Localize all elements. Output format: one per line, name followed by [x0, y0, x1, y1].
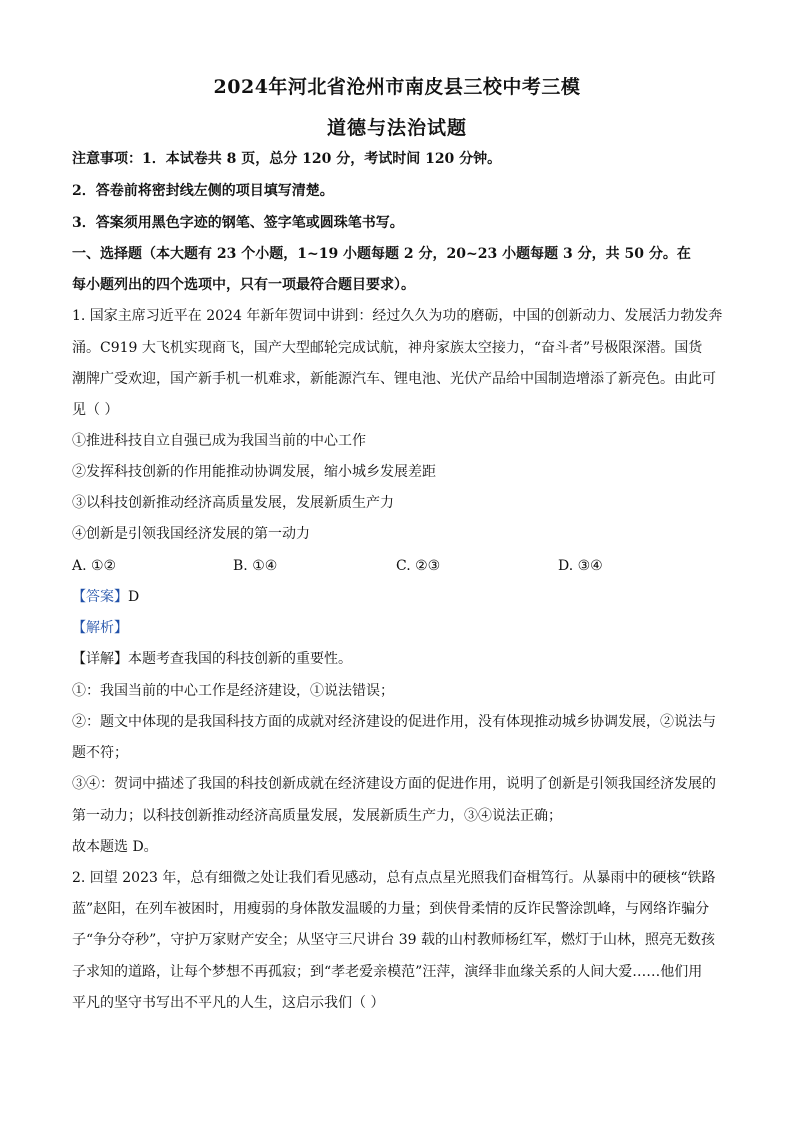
- q2-stem-line: 子“争分夺秒”，守护万家财产安全；从坚守三尺讲台 39 载的山村教师杨红军，燃灯于山林，照亮无数孩: [72, 932, 716, 948]
- notice-line-2: 2．答卷前将密封线左侧的项目填写清楚。: [72, 183, 334, 199]
- q1-stem-line: 1. 国家主席习近平在 2024 年新年贺词中讲到：经过久久为功的磨砺，中国的创新动力、发展活力勃发奔: [72, 308, 723, 324]
- answer-row: [72, 587, 734, 607]
- q1-option-a: A. ①②: [72, 558, 117, 574]
- detail-row: [72, 649, 734, 669]
- detail-label: 【详解】: [72, 651, 128, 667]
- analysis-label: 【解析】: [72, 620, 128, 636]
- q2-stem-line: 平凡的坚守书写出不平凡的人生，这启示我们（ ）: [72, 995, 385, 1011]
- explanation-line: 题不符；: [72, 745, 128, 761]
- q1-stem-line: 潮牌广受欢迎，国产新手机一机难求，新能源汽车、锂电池、光伏产品给中国制造增添了新亮色。由此可: [72, 371, 716, 387]
- notice-line-3: 3．答案须用黑色字迹的钢笔、签字笔或圆珠笔书写。: [72, 215, 404, 231]
- q1-stem-line: 涌。C919 大飞机实现商飞，国产大型邮轮完成试航，神舟家族太空接力，“奋斗者”号极限深潜。国货: [72, 340, 703, 356]
- answer-label: 【答案】: [72, 589, 128, 605]
- q1-statement: ③以科技创新推动经济高质量发展，发展新质生产力: [72, 495, 394, 511]
- analysis-row: [72, 618, 734, 638]
- q2-stem-line: 蓝”赵阳，在列车被困时，用瘦弱的身体散发温暖的力量；到侠骨柔情的反诈民警涂凯峰，与网络诈骗分: [72, 901, 710, 917]
- detail-intro: 本题考查我国的科技创新的重要性。: [128, 651, 352, 667]
- section-heading-line-2: 每小题列出的四个选项中，只有一项最符合题目要求）。: [72, 277, 415, 293]
- answer-value: D: [128, 589, 140, 605]
- q1-option-c: C. ②③: [396, 558, 441, 574]
- page-title: 2024年河北省沧州市南皮县三校中考三模: [213, 76, 581, 98]
- q1-statement: ①推进科技自立自强已成为我国当前的中心工作: [72, 433, 366, 449]
- q1-option-b: B. ①④: [233, 558, 278, 574]
- page-subtitle: 道德与法治试题: [326, 117, 467, 139]
- explanation-line: ③④：贺词中描述了我国的科技创新成就在经济建设方面的促进作用，说明了创新是引领我国经济发展的: [72, 776, 716, 792]
- explanation-line: ①：我国当前的中心工作是经济建设，①说法错误；: [72, 683, 394, 699]
- q2-stem-line: 2. 回望 2023 年，总有细微之处让我们看见感动，总有点点星光照我们奋楫笃行。从暴雨中的硬核“铁路: [72, 870, 716, 886]
- explanation-line: ②：题文中体现的是我国科技方面的成就对经济建设的促进作用，没有体现推动城乡协调发展，②说法与: [72, 714, 716, 730]
- q1-stem-line: 见（ ）: [72, 402, 119, 418]
- conclusion-line: 故本题选 D。: [72, 839, 158, 855]
- q2-stem-line: 子求知的道路，让每个梦想不再孤寂；到“孝老爱亲模范”汪萍，演绎非血缘关系的人间大爱……他们用: [72, 964, 703, 980]
- q1-statement: ②发挥科技创新的作用能推动协调发展，缩小城乡发展差距: [72, 464, 436, 480]
- section-heading-line-1: 一、选择题（本大题有 23 个小题，1~19 小题每题 2 分，20~23 小题每题 3 分，共 50 分。在: [72, 246, 691, 262]
- explanation-line: 第一动力；以科技创新推动经济高质量发展，发展新质生产力，③④说法正确；: [72, 808, 562, 824]
- notice-line-1: 注意事项：1．本试卷共 8 页，总分 120 分，考试时间 120 分钟。: [72, 151, 502, 167]
- q1-option-d: D. ③④: [558, 558, 603, 574]
- q1-statement: ④创新是引领我国经济发展的第一动力: [72, 526, 310, 542]
